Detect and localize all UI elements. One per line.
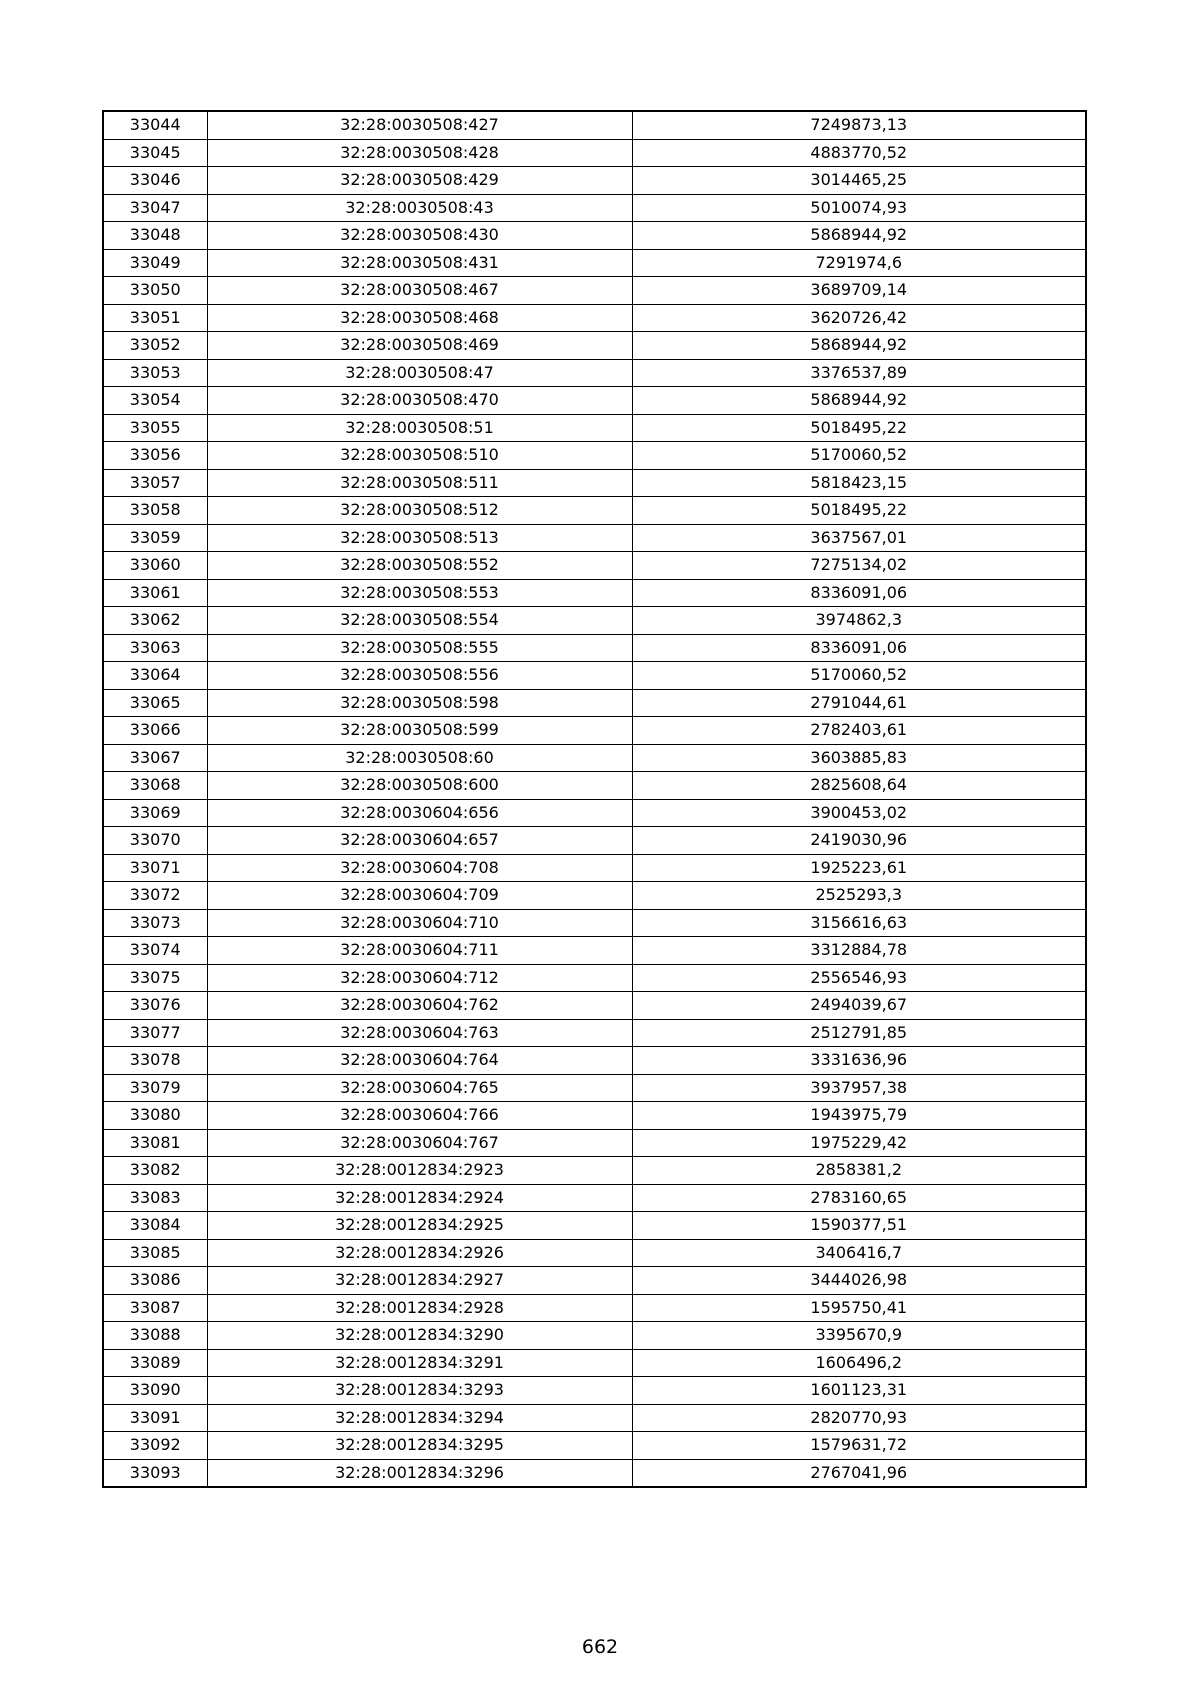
cadastral-value-cell: 2556546,93 bbox=[632, 964, 1086, 992]
cadastral-number-cell: 32:28:0012834:3290 bbox=[207, 1322, 632, 1350]
cadastral-value-cell: 3376537,89 bbox=[632, 359, 1086, 387]
row-number-cell: 33064 bbox=[103, 662, 207, 690]
cadastral-number-cell: 32:28:0030604:709 bbox=[207, 882, 632, 910]
row-number-cell: 33058 bbox=[103, 497, 207, 525]
cadastral-value-cell: 3312884,78 bbox=[632, 937, 1086, 965]
table-row bbox=[103, 579, 1086, 607]
cadastral-number-cell: 32:28:0030604:765 bbox=[207, 1074, 632, 1102]
row-number-cell: 33044 bbox=[103, 111, 207, 139]
cadastral-number-cell: 32:28:0030508:552 bbox=[207, 552, 632, 580]
row-number-cell: 33088 bbox=[103, 1322, 207, 1350]
cadastral-number-cell: 32:28:0030604:764 bbox=[207, 1047, 632, 1075]
table-row bbox=[103, 772, 1086, 800]
row-number-cell: 33047 bbox=[103, 194, 207, 222]
table-row bbox=[103, 1377, 1086, 1405]
row-number-cell: 33093 bbox=[103, 1459, 207, 1487]
row-number-cell: 33068 bbox=[103, 772, 207, 800]
table-row bbox=[103, 359, 1086, 387]
table-row bbox=[103, 1432, 1086, 1460]
table-row bbox=[103, 1239, 1086, 1267]
cadastral-value-cell: 2512791,85 bbox=[632, 1019, 1086, 1047]
row-number-cell: 33071 bbox=[103, 854, 207, 882]
table-row bbox=[103, 167, 1086, 195]
cadastral-value-cell: 4883770,52 bbox=[632, 139, 1086, 167]
cadastral-number-cell: 32:28:0030508:467 bbox=[207, 277, 632, 305]
cadastral-value-cell: 7291974,6 bbox=[632, 249, 1086, 277]
row-number-cell: 33079 bbox=[103, 1074, 207, 1102]
table-row bbox=[103, 909, 1086, 937]
table-row bbox=[103, 414, 1086, 442]
cadastral-value-cell: 5868944,92 bbox=[632, 332, 1086, 360]
table-row bbox=[103, 827, 1086, 855]
table-row bbox=[103, 1074, 1086, 1102]
table-row bbox=[103, 1459, 1086, 1487]
row-number-cell: 33072 bbox=[103, 882, 207, 910]
row-number-cell: 33063 bbox=[103, 634, 207, 662]
row-number-cell: 33090 bbox=[103, 1377, 207, 1405]
row-number-cell: 33049 bbox=[103, 249, 207, 277]
cadastral-number-cell: 32:28:0030604:711 bbox=[207, 937, 632, 965]
cadastral-number-cell: 32:28:0012834:3293 bbox=[207, 1377, 632, 1405]
row-number-cell: 33075 bbox=[103, 964, 207, 992]
row-number-cell: 33073 bbox=[103, 909, 207, 937]
row-number-cell: 33051 bbox=[103, 304, 207, 332]
row-number-cell: 33086 bbox=[103, 1267, 207, 1295]
table-row bbox=[103, 1212, 1086, 1240]
cadastral-value-cell: 5018495,22 bbox=[632, 497, 1086, 525]
cadastral-number-cell: 32:28:0030508:510 bbox=[207, 442, 632, 470]
row-number-cell: 33056 bbox=[103, 442, 207, 470]
row-number-cell: 33074 bbox=[103, 937, 207, 965]
table-row bbox=[103, 634, 1086, 662]
cadastral-value-cell: 2419030,96 bbox=[632, 827, 1086, 855]
table-row bbox=[103, 1267, 1086, 1295]
row-number-cell: 33087 bbox=[103, 1294, 207, 1322]
cadastral-number-cell: 32:28:0030508:430 bbox=[207, 222, 632, 250]
row-number-cell: 33053 bbox=[103, 359, 207, 387]
cadastral-value-cell: 2783160,65 bbox=[632, 1184, 1086, 1212]
cadastral-value-cell: 1601123,31 bbox=[632, 1377, 1086, 1405]
cadastral-value-cell: 3937957,38 bbox=[632, 1074, 1086, 1102]
cadastral-value-cell: 5018495,22 bbox=[632, 414, 1086, 442]
cadastral-value-cell: 2525293,3 bbox=[632, 882, 1086, 910]
cadastral-number-cell: 32:28:0012834:3294 bbox=[207, 1404, 632, 1432]
cadastral-value-cell: 3900453,02 bbox=[632, 799, 1086, 827]
cadastral-value-cell: 1579631,72 bbox=[632, 1432, 1086, 1460]
cadastral-value-cell: 5868944,92 bbox=[632, 222, 1086, 250]
table-row bbox=[103, 1184, 1086, 1212]
cadastral-number-cell: 32:28:0030508:554 bbox=[207, 607, 632, 635]
cadastral-value-cell: 5868944,92 bbox=[632, 387, 1086, 415]
table-row bbox=[103, 1019, 1086, 1047]
cadastral-value-cell: 2791044,61 bbox=[632, 689, 1086, 717]
row-number-cell: 33085 bbox=[103, 1239, 207, 1267]
cadastral-number-cell: 32:28:0012834:2925 bbox=[207, 1212, 632, 1240]
row-number-cell: 33050 bbox=[103, 277, 207, 305]
row-number-cell: 33046 bbox=[103, 167, 207, 195]
cadastral-value-cell: 5010074,93 bbox=[632, 194, 1086, 222]
cadastral-number-cell: 32:28:0030508:555 bbox=[207, 634, 632, 662]
row-number-cell: 33080 bbox=[103, 1102, 207, 1130]
cadastral-number-cell: 32:28:0012834:3295 bbox=[207, 1432, 632, 1460]
cadastral-number-cell: 32:28:0012834:3291 bbox=[207, 1349, 632, 1377]
table-row bbox=[103, 194, 1086, 222]
table-row bbox=[103, 304, 1086, 332]
table-body bbox=[103, 111, 1086, 1487]
cadastral-value-cell: 8336091,06 bbox=[632, 634, 1086, 662]
cadastral-number-cell: 32:28:0030604:710 bbox=[207, 909, 632, 937]
table-row bbox=[103, 607, 1086, 635]
page-number: 662 bbox=[581, 1636, 619, 1658]
table-row bbox=[103, 1322, 1086, 1350]
row-number-cell: 33055 bbox=[103, 414, 207, 442]
cadastral-number-cell: 32:28:0030508:598 bbox=[207, 689, 632, 717]
cadastral-value-cell: 1595750,41 bbox=[632, 1294, 1086, 1322]
cadastral-number-cell: 32:28:0030508:428 bbox=[207, 139, 632, 167]
table-row bbox=[103, 1157, 1086, 1185]
table-row bbox=[103, 717, 1086, 745]
cadastral-number-cell: 32:28:0030604:766 bbox=[207, 1102, 632, 1130]
cadastral-value-cell: 2494039,67 bbox=[632, 992, 1086, 1020]
table-row bbox=[103, 552, 1086, 580]
row-number-cell: 33070 bbox=[103, 827, 207, 855]
cadastral-value-cell: 3156616,63 bbox=[632, 909, 1086, 937]
cadastral-number-cell: 32:28:0030508:556 bbox=[207, 662, 632, 690]
cadastral-number-cell: 32:28:0012834:3296 bbox=[207, 1459, 632, 1487]
table-row bbox=[103, 222, 1086, 250]
cadastral-number-cell: 32:28:0030508:469 bbox=[207, 332, 632, 360]
cadastral-number-cell: 32:28:0030604:763 bbox=[207, 1019, 632, 1047]
table-row bbox=[103, 111, 1086, 139]
row-number-cell: 33076 bbox=[103, 992, 207, 1020]
table-row bbox=[103, 882, 1086, 910]
table-row bbox=[103, 524, 1086, 552]
cadastral-number-cell: 32:28:0030604:762 bbox=[207, 992, 632, 1020]
cadastral-value-cell: 3620726,42 bbox=[632, 304, 1086, 332]
cadastral-value-cell: 1925223,61 bbox=[632, 854, 1086, 882]
cadastral-number-cell: 32:28:0030508:47 bbox=[207, 359, 632, 387]
cadastral-value-cell: 2782403,61 bbox=[632, 717, 1086, 745]
row-number-cell: 33083 bbox=[103, 1184, 207, 1212]
cadastral-value-cell: 3637567,01 bbox=[632, 524, 1086, 552]
cadastral-value-cell: 3603885,83 bbox=[632, 744, 1086, 772]
row-number-cell: 33066 bbox=[103, 717, 207, 745]
row-number-cell: 33045 bbox=[103, 139, 207, 167]
row-number-cell: 33052 bbox=[103, 332, 207, 360]
cadastral-value-cell: 3974862,3 bbox=[632, 607, 1086, 635]
cadastral-number-cell: 32:28:0030508:429 bbox=[207, 167, 632, 195]
table-row bbox=[103, 1102, 1086, 1130]
cadastral-value-cell: 1606496,2 bbox=[632, 1349, 1086, 1377]
cadastral-value-cell: 5818423,15 bbox=[632, 469, 1086, 497]
cadastral-value-cell: 1590377,51 bbox=[632, 1212, 1086, 1240]
cadastral-number-cell: 32:28:0030508:511 bbox=[207, 469, 632, 497]
cadastral-value-cell: 5170060,52 bbox=[632, 442, 1086, 470]
row-number-cell: 33062 bbox=[103, 607, 207, 635]
cadastral-number-cell: 32:28:0012834:2927 bbox=[207, 1267, 632, 1295]
cadastral-number-cell: 32:28:0030508:468 bbox=[207, 304, 632, 332]
cadastral-number-cell: 32:28:0030508:60 bbox=[207, 744, 632, 772]
table-row bbox=[103, 387, 1086, 415]
cadastral-number-cell: 32:28:0030508:427 bbox=[207, 111, 632, 139]
row-number-cell: 33089 bbox=[103, 1349, 207, 1377]
cadastral-number-cell: 32:28:0012834:2923 bbox=[207, 1157, 632, 1185]
table-row bbox=[103, 964, 1086, 992]
cadastral-number-cell: 32:28:0012834:2924 bbox=[207, 1184, 632, 1212]
cadastral-number-cell: 32:28:0030604:767 bbox=[207, 1129, 632, 1157]
cadastral-number-cell: 32:28:0012834:2928 bbox=[207, 1294, 632, 1322]
row-number-cell: 33082 bbox=[103, 1157, 207, 1185]
table-row bbox=[103, 1404, 1086, 1432]
cadastral-value-cell: 2825608,64 bbox=[632, 772, 1086, 800]
table-row bbox=[103, 854, 1086, 882]
cadastral-value-cell: 1975229,42 bbox=[632, 1129, 1086, 1157]
table-row bbox=[103, 1294, 1086, 1322]
row-number-cell: 33057 bbox=[103, 469, 207, 497]
cadastral-number-cell: 32:28:0030604:708 bbox=[207, 854, 632, 882]
cadastral-number-cell: 32:28:0030508:600 bbox=[207, 772, 632, 800]
cadastral-number-cell: 32:28:0012834:2926 bbox=[207, 1239, 632, 1267]
cadastral-value-cell: 3014465,25 bbox=[632, 167, 1086, 195]
table-row bbox=[103, 139, 1086, 167]
row-number-cell: 33054 bbox=[103, 387, 207, 415]
table-row bbox=[103, 689, 1086, 717]
cadastral-value-cell: 8336091,06 bbox=[632, 579, 1086, 607]
cadastral-value-cell: 3406416,7 bbox=[632, 1239, 1086, 1267]
cadastral-number-cell: 32:28:0030604:657 bbox=[207, 827, 632, 855]
cadastral-number-cell: 32:28:0030508:470 bbox=[207, 387, 632, 415]
cadastral-value-cell: 5170060,52 bbox=[632, 662, 1086, 690]
table-row bbox=[103, 992, 1086, 1020]
table-row bbox=[103, 1129, 1086, 1157]
row-number-cell: 33061 bbox=[103, 579, 207, 607]
cadastral-number-cell: 32:28:0030508:599 bbox=[207, 717, 632, 745]
cadastral-value-cell: 2858381,2 bbox=[632, 1157, 1086, 1185]
row-number-cell: 33091 bbox=[103, 1404, 207, 1432]
cadastral-value-table bbox=[102, 110, 1087, 1488]
cadastral-value-cell: 2820770,93 bbox=[632, 1404, 1086, 1432]
cadastral-value-cell: 7275134,02 bbox=[632, 552, 1086, 580]
cadastral-number-cell: 32:28:0030508:43 bbox=[207, 194, 632, 222]
cadastral-value-cell: 3689709,14 bbox=[632, 277, 1086, 305]
cadastral-number-cell: 32:28:0030508:431 bbox=[207, 249, 632, 277]
cadastral-number-cell: 32:28:0030508:553 bbox=[207, 579, 632, 607]
cadastral-number-cell: 32:28:0030508:513 bbox=[207, 524, 632, 552]
cadastral-number-cell: 32:28:0030508:512 bbox=[207, 497, 632, 525]
row-number-cell: 33048 bbox=[103, 222, 207, 250]
cadastral-value-cell: 3395670,9 bbox=[632, 1322, 1086, 1350]
row-number-cell: 33060 bbox=[103, 552, 207, 580]
row-number-cell: 33084 bbox=[103, 1212, 207, 1240]
cadastral-value-cell: 3331636,96 bbox=[632, 1047, 1086, 1075]
cadastral-value-cell: 7249873,13 bbox=[632, 111, 1086, 139]
cadastral-number-cell: 32:28:0030508:51 bbox=[207, 414, 632, 442]
table-row bbox=[103, 662, 1086, 690]
table-row bbox=[103, 249, 1086, 277]
table-row bbox=[103, 469, 1086, 497]
table-row bbox=[103, 1047, 1086, 1075]
row-number-cell: 33069 bbox=[103, 799, 207, 827]
table-row bbox=[103, 799, 1086, 827]
row-number-cell: 33067 bbox=[103, 744, 207, 772]
row-number-cell: 33092 bbox=[103, 1432, 207, 1460]
row-number-cell: 33078 bbox=[103, 1047, 207, 1075]
cadastral-number-cell: 32:28:0030604:656 bbox=[207, 799, 632, 827]
row-number-cell: 33081 bbox=[103, 1129, 207, 1157]
cadastral-value-cell: 1943975,79 bbox=[632, 1102, 1086, 1130]
cadastral-value-cell: 2767041,96 bbox=[632, 1459, 1086, 1487]
row-number-cell: 33059 bbox=[103, 524, 207, 552]
table-row bbox=[103, 744, 1086, 772]
table-row bbox=[103, 332, 1086, 360]
table-row bbox=[103, 277, 1086, 305]
row-number-cell: 33077 bbox=[103, 1019, 207, 1047]
cadastral-value-cell: 3444026,98 bbox=[632, 1267, 1086, 1295]
table-row bbox=[103, 1349, 1086, 1377]
table-row bbox=[103, 497, 1086, 525]
table-row bbox=[103, 937, 1086, 965]
table-row bbox=[103, 442, 1086, 470]
row-number-cell: 33065 bbox=[103, 689, 207, 717]
cadastral-number-cell: 32:28:0030604:712 bbox=[207, 964, 632, 992]
